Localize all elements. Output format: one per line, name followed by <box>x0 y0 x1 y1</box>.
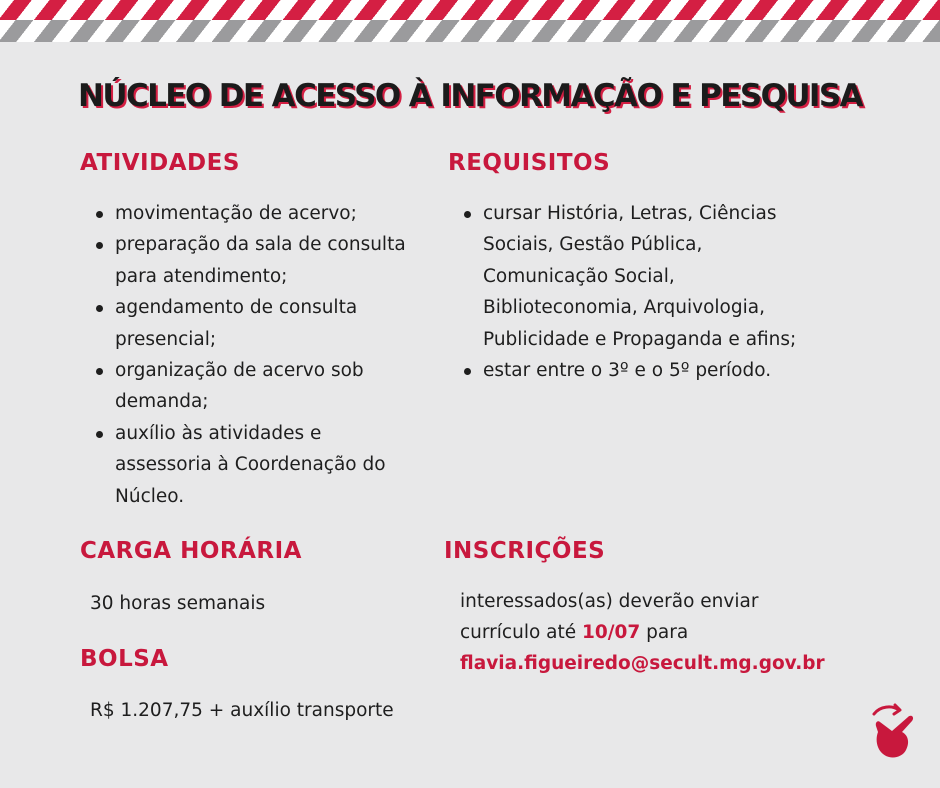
list-item: agendamento de consulta presencial; <box>94 292 424 355</box>
list-item: organização de acervo sob demanda; <box>94 355 424 418</box>
bolsa-value: R$ 1.207,75 + auxílio transporte <box>90 700 394 721</box>
bolsa-heading: BOLSA <box>80 646 169 672</box>
inscricoes-heading: INSCRIÇÕES <box>444 538 606 564</box>
list-item: preparação da sala de consulta para atendimento; <box>94 229 424 292</box>
inscricoes-line2-prefix: currículo até <box>460 622 583 643</box>
list-item: movimentação de acervo; <box>94 198 424 229</box>
requisitos-heading: REQUISITOS <box>448 150 611 176</box>
atividades-heading: ATIVIDADES <box>80 150 240 176</box>
top-stripe-gray <box>0 20 940 42</box>
inscricoes-line1: interessados(as) deverão enviar <box>460 591 759 612</box>
list-item: cursar História, Letras, Ciências Sociais, Gestão Pública, Comunicação Social, Biblioteconomia, Arquivologia, Publicidade e Propaganda e afins; <box>462 198 830 355</box>
top-stripe-red <box>0 0 940 20</box>
pointing-hand-icon <box>868 702 918 760</box>
page-title: NÚCLEO DE ACESSO À INFORMAÇÃO E PESQUISA <box>78 78 862 114</box>
inscricoes-line2 <box>460 617 688 648</box>
deadline-date: 10/07 <box>582 622 641 643</box>
list-item: auxílio às atividades e assessoria à Coordenação do Núcleo. <box>94 418 400 512</box>
carga-horaria-value: 30 horas semanais <box>90 593 266 614</box>
contact-email[interactable]: flavia.figueiredo@secult.mg.gov.br <box>460 653 825 674</box>
carga-horaria-heading: CARGA HORÁRIA <box>80 538 302 564</box>
inscricoes-line2-suffix: para <box>640 622 689 643</box>
list-item: estar entre o 3º e o 5º período. <box>462 355 830 386</box>
requisitos-list <box>462 198 830 386</box>
atividades-list <box>94 198 424 512</box>
